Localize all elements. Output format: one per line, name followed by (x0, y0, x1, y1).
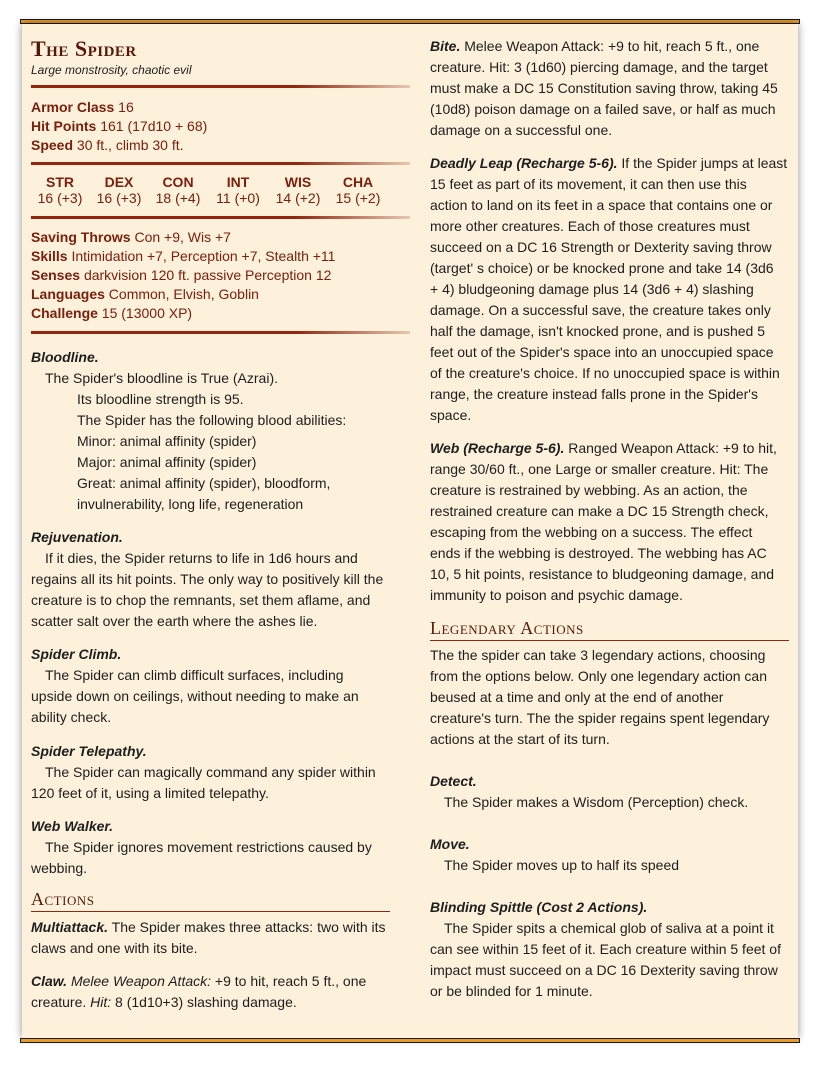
ability-dex: DEX 16 (+3) (96, 174, 142, 206)
trait-spider-climb: Spider Climb. The Spider can climb difficult surfaces, including upside down on ceilings, without needing to make an ability check. (31, 646, 359, 725)
action-claw: Claw. Melee Weapon Attack: +9 to hit, reach 5 ft., one creature. Hit: 8 (1d10+3) slashing damage. (31, 973, 367, 1010)
action-bite: Bite. Melee Weapon Attack: +9 to hit, reach 5 ft., one creature. Hit: 3 (1d60) piercing damage, and the target must make a DC 15 Constitution saving throw, taking 45 (10d8) poison damage on a failed save, or half as much damage on a successful one. (430, 38, 778, 138)
ability-int: INT 11 (+0) (216, 174, 260, 206)
trait-rejuvenation: Rejuvenation. If it dies, the Spider returns to life in 1d6 hours and regains all its hit points. The only way to positively kill the creature is to chop the remnants, set them aflame, and scatter salt over the earth where the ashes lie. (31, 529, 384, 629)
hit-points: Hit Points 161 (17d10 + 68) (31, 118, 208, 134)
ability-cha: CHA 15 (+2) (335, 174, 381, 206)
trait-web-walker: Web Walker. The Spider ignores movement restrictions caused by webbing. (31, 818, 372, 876)
actions-underline (31, 911, 390, 912)
saving-throws: Saving Throws Con +9, Wis +7 (31, 229, 231, 245)
divider (31, 216, 410, 219)
trait-spider-telepathy: Spider Telepathy. The Spider can magically command any spider within 120 feet of it, using a limited telepathy. (31, 743, 376, 801)
legendary-underline (430, 640, 789, 641)
stat-block (22, 24, 798, 1038)
ability-wis: WIS 14 (+2) (275, 174, 321, 206)
divider (31, 162, 410, 165)
ability-con: CON 18 (+4) (155, 174, 201, 206)
monster-meta: Large monstrosity, chaotic evil (31, 63, 192, 77)
legendary-move: Move. The Spider moves up to half its speed (430, 836, 680, 873)
bottom-border-bar (20, 1038, 800, 1043)
legendary-intro: The the spider can take 3 legendary actions, choosing from the options below. Only one legendary action can beused at a time and only at the end of another creature's turn. The the spider regains spent legendary actions at the start of its turn. (430, 647, 770, 747)
divider (31, 331, 410, 334)
armor-class: Armor Class 16 (31, 99, 134, 115)
actions-heading: Actions (31, 889, 95, 909)
ability-str: STR 16 (+3) (37, 174, 83, 206)
challenge: Challenge 15 (13000 XP) (31, 305, 193, 321)
divider (31, 85, 410, 88)
trait-bloodline: Bloodline. The Spider's bloodline is True (Azrai). Its bloodline strength is 95. The Spider has the following blood abilities: Minor: animal affinity (spider) Major: animal affinity (spider) Great: animal affinity (spider), bloodform, invulnerability, long life, regeneration (31, 349, 347, 512)
action-web: Web (Recharge 5-6). Ranged Weapon Attack: +9 to hit, range 30/60 ft., one Large or smaller creature. Hit: The creature is restrained by webbing. As an action, the restrained creature can make a DC 15 Strength check, escaping from the webbing on a success. The effect ends if the webbing is destroyed. The webbing has AC 10, 5 hit points, resistance to bludgeoning damage, and immunity to poison and psychic damage. (430, 440, 777, 603)
action-multiattack: Multiattack. The Spider makes three attacks: two with its claws and one with its bite. (31, 919, 386, 956)
speed: Speed 30 ft., climb 30 ft. (31, 137, 184, 153)
action-deadly-leap: Deadly Leap (Recharge 5-6). If the Spider jumps at least 15 feet as part of its movement, it can then use this action to land on its feet in a space that contains one or more other creatures. Each of those creatures must succeed on a DC 16 Strength or Dexterity saving throw (target' s choice) or be knocked prone and take 14 (3d6 + 4) bludgeoning damage plus 14 (3d6 + 4) slashing damage. On a successful save, the creature takes only half the damage, isn't knocked prone, and is pushed 5 feet out of the Spider's space into an unoccupied space of the creature's choice. If no unoccupied space is within range, the creature instead falls prone in the Spider's space. (430, 155, 788, 423)
ability-scores (31, 174, 391, 210)
legendary-actions-heading: Legendary Actions (430, 618, 584, 638)
legendary-detect: Detect. The Spider makes a Wisdom (Perception) check. (430, 773, 749, 810)
monster-name: The Spider (31, 36, 137, 61)
languages: Languages Common, Elvish, Goblin (31, 286, 259, 302)
senses: Senses darkvision 120 ft. passive Perception 12 (31, 267, 332, 283)
legendary-blinding-spittle: Blinding Spittle (Cost 2 Actions). The Spider spits a chemical glob of saliva at a point it can see within 15 feet of it. Each creature within 5 feet of impact must succeed on a DC 16 Dexterity saving throw or be blinded for 1 minute. (430, 899, 781, 999)
skills: Skills Intimidation +7, Perception +7, Stealth +11 (31, 248, 336, 264)
